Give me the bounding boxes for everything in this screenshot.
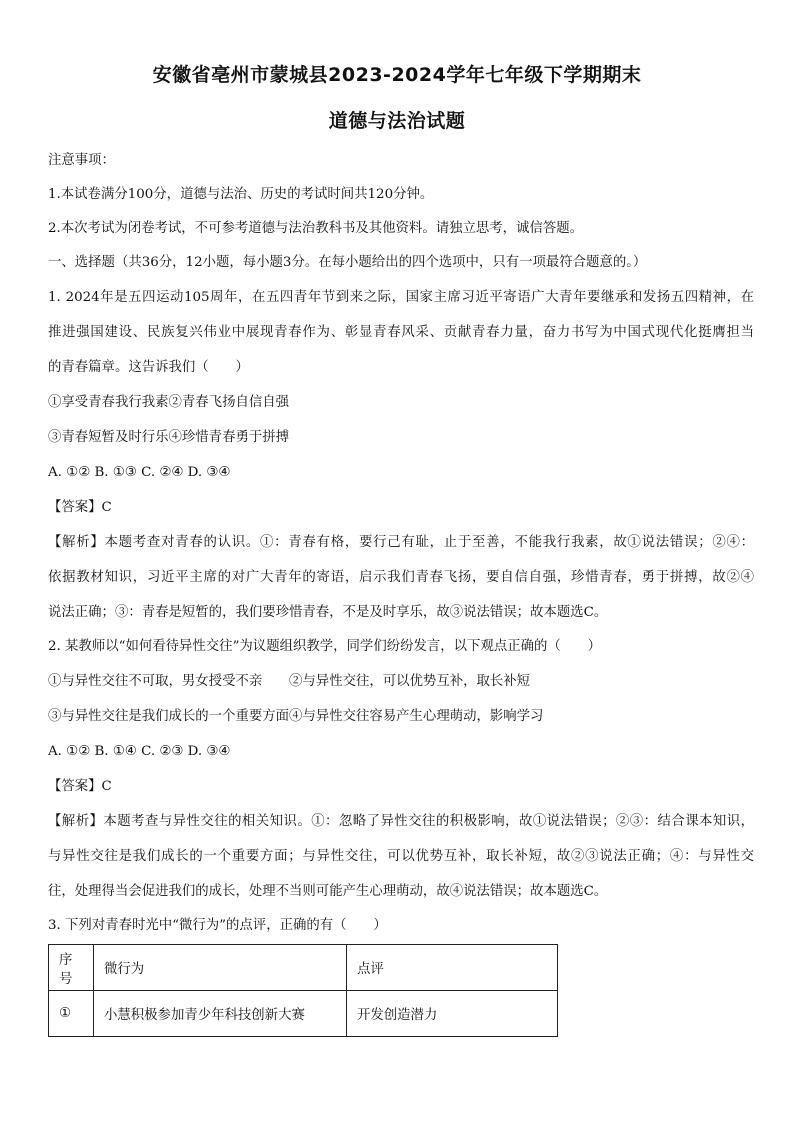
column-header-number: 序号: [49, 945, 94, 991]
q3-table: [48, 944, 558, 1037]
table-cell-behavior: 小慧积极参加青少年科技创新大赛: [94, 991, 347, 1037]
notice-item-2: 2.本次考试为闭卷考试，不可参考道德与法治教科书及其他资料。请独立思考，诚信答题。: [48, 221, 584, 236]
table-header-row: [49, 945, 558, 991]
q1-answer: 【答案】C: [48, 500, 112, 515]
q2-answer: 【答案】C: [48, 779, 112, 794]
q1-analysis-line: 依据教材知识，习近平主席的对广大青年的寄语，启示我们青春飞扬，要自信自强，珍惜青春，勇于拼搏，故②④: [48, 570, 754, 585]
section-heading: 一、选择题（共36分，12小题，每小题3分。在每小题给出的四个选项中，只有一项最符合题意的。）: [48, 255, 647, 270]
column-header-comment: 点评: [347, 945, 558, 991]
q1-choices: A. ①② B. ①③ C. ②④ D. ③④: [48, 465, 231, 480]
q1-analysis-line: 说法正确；③：青春是短暂的，我们要珍惜青春，不是及时享乐，故③说法错误；故本题选C。: [48, 605, 608, 620]
q1-analysis-line: 【解析】本题考查对青春的认识。①：青春有格，要行己有耻，止于至善，不能我行我素，故①说法错误；②④：: [48, 535, 754, 550]
q1-options-line: ①享受青春我行我素②青春飞扬自信自强: [48, 395, 290, 410]
q1-options-line: ③青春短暂及时行乐④珍惜青春勇于拼搏: [48, 430, 290, 445]
table-cell-comment: 开发创造潜力: [347, 991, 558, 1037]
q2-options-line: ③与异性交往是我们成长的一个重要方面④与异性交往容易产生心理萌动，影响学习: [48, 709, 544, 724]
q2-choices: A. ①② B. ①④ C. ②③ D. ③④: [48, 744, 231, 759]
q1-stem-line: 的青春篇章。这告诉我们（ ）: [48, 360, 249, 375]
table-cell-number: ①: [49, 991, 94, 1037]
notice-heading: 注意事项：: [48, 153, 115, 168]
q1-stem-line: 推进强国建设、民族复兴伟业中展现青春作为、彰显青春风采、贡献青春力量，奋力书写为中国式现代化挺膺担当: [48, 325, 754, 340]
table-row: [49, 991, 558, 1037]
q1-stem-line: 1. 2024年是五四运动105周年，在五四青年节到来之际，国家主席习近平寄语广大青年要继承和发扬五四精神，在: [48, 290, 754, 305]
q2-analysis-line: 往，处理得当会促进我们的成长，处理不当则可能产生心理萌动，故④说法错误；故本题选C。: [48, 884, 608, 899]
q2-options-line: ①与异性交往不可取，男女授受不亲 ②与异性交往，可以优势互补，取长补短: [48, 674, 531, 689]
column-header-behavior: 微行为: [94, 945, 347, 991]
q2-analysis-line: 【解析】本题考查与异性交往的相关知识。①：忽略了异性交往的积极影响，故①说法错误；②③：结合课本知识，: [48, 814, 754, 829]
notice-item-1: 1.本试卷满分100分，道德与法治、历史的考试时间共120分钟。: [48, 187, 434, 202]
exam-subtitle: 道德与法治试题: [328, 110, 466, 132]
exam-title: 安徽省亳州市蒙城县2023-2024学年七年级下学期期末: [152, 64, 642, 86]
q2-analysis-line: 与异性交往是我们成长的一个重要方面；与异性交往，可以优势互补，取长补短，故②③说法正确；④：与异性交: [48, 849, 754, 864]
q2-stem: 2. 某教师以“如何看待异性交往”为议题组织教学，同学们纷纷发言，以下观点正确的（ ）: [48, 639, 601, 654]
q3-stem: 3. 下列对青春时光中“微行为”的点评，正确的有（ ）: [48, 918, 387, 933]
